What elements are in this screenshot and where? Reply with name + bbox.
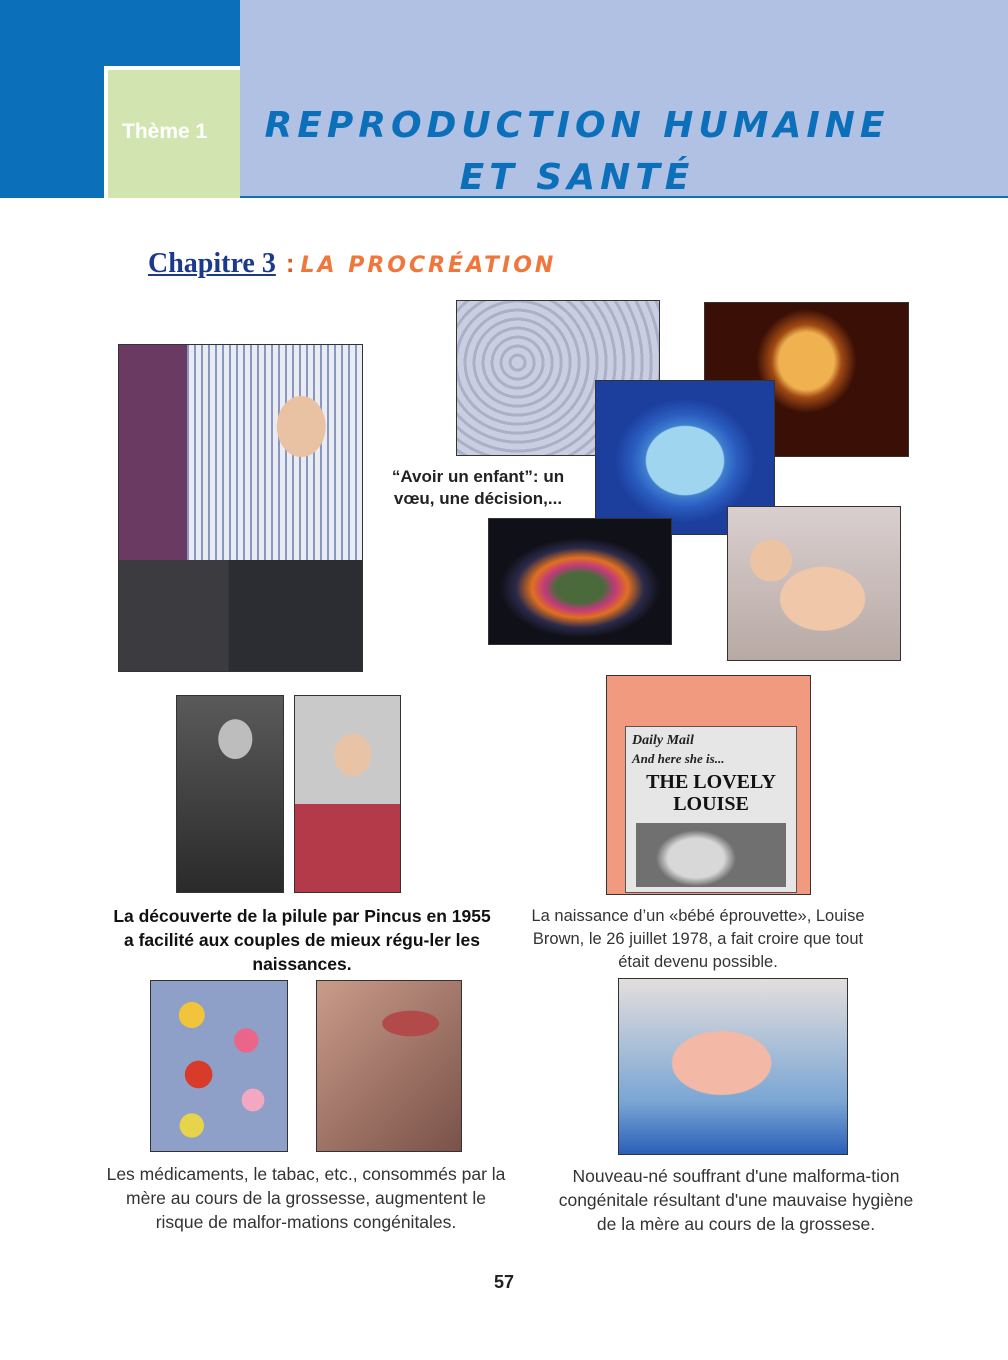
newspaper-page [625, 726, 797, 893]
woman-pill-photo [294, 695, 401, 893]
newborn-caption: Nouveau-né souffrant d'une malforma-tion congénitale résultant d'une mauvaise hygiène de la mère au cours de la grossese. [558, 1166, 914, 1234]
chapter-label: Chapitre 3 [148, 248, 276, 279]
medication-pills-photo [150, 980, 288, 1152]
chapter-name: LA PROCRÉATION [300, 253, 557, 278]
crawling-baby-photo [727, 506, 901, 661]
smoking-photo [316, 980, 462, 1152]
newborn-photo [618, 978, 848, 1155]
pilule-caption: La découverte de la pilule par Pincus en 1955 a facilité aux couples de mieux régu-ler les naissances. [113, 906, 491, 974]
couple-photo [118, 344, 363, 672]
theme-title: REPRODUCTION HUMAINE ET SANTÉ [264, 105, 890, 198]
newspaper-baby-picture [636, 823, 786, 887]
ultrasound-photo [488, 518, 672, 645]
theme-box [104, 66, 240, 198]
quote-caption: “Avoir un enfant”: un vœu, une décision,... [391, 467, 565, 508]
medication-caption: Les médicaments, le tabac, etc., consommés par la mère au cours de la grossesse, augmentent le risque de malfor-mations congénitales. [106, 1164, 506, 1232]
page-number: 57 [493, 1272, 515, 1292]
newspaper-masthead: Daily Mail [632, 733, 694, 748]
pincus-portrait-photo [176, 695, 284, 893]
chapter-separator: : [285, 248, 295, 278]
newspaper-subhead: And here she is... [632, 751, 725, 766]
newspaper-photo [606, 675, 811, 895]
theme-label: Thème 1 [122, 120, 208, 143]
louise-brown-caption: La naissance d’un «bébé éprouvette», Louise Brown, le 26 juillet 1978, a fait croire que tout était devenu possible. [531, 907, 865, 971]
newspaper-headline: THE LOVELY LOUISE [646, 771, 776, 815]
chapter-heading [90, 248, 556, 280]
